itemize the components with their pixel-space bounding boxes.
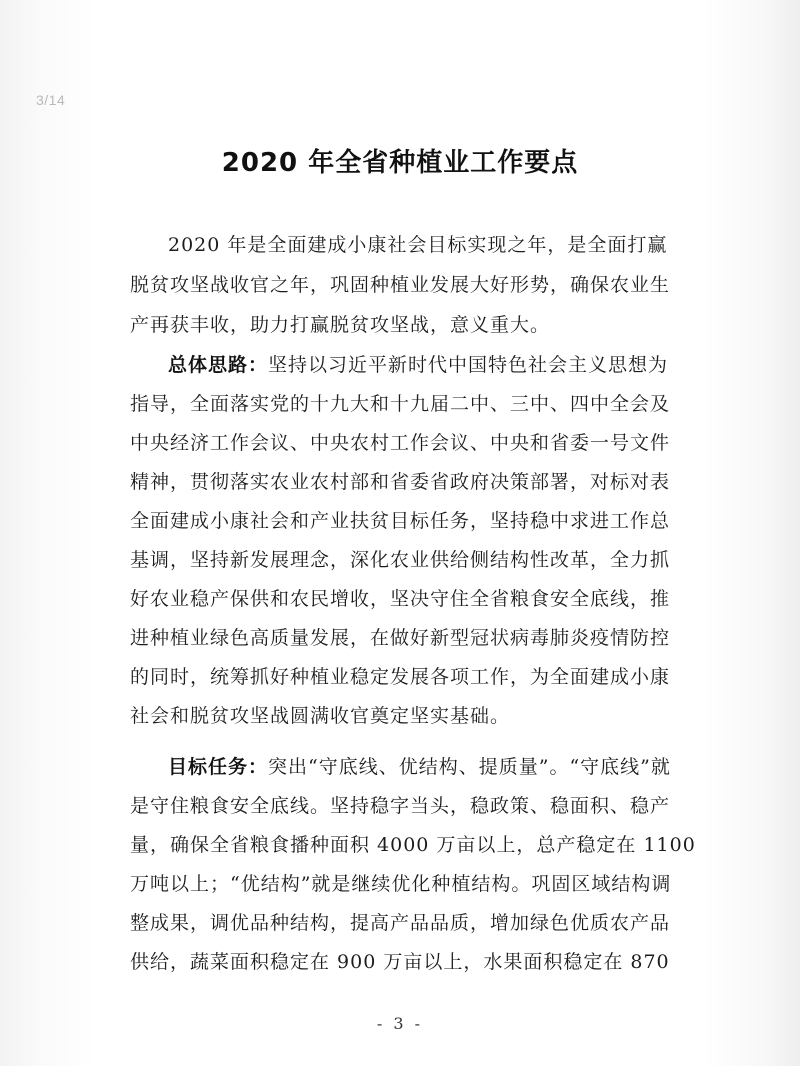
paragraph-line-with-heading [168,350,669,380]
paragraph-line: 的同时，统筹抓好种植业稳定发展各项工作，为全面建成小康 [130,666,671,688]
paragraph-line: 精神，贯彻落实农业农村部和省委省政府决策部署，对标对表 [130,471,671,493]
paragraph-line: 供给，蔬菜面积稳定在 900 万亩以上，水果面积稳定在 870 [130,951,670,973]
paragraph-line: 是守住粮食安全底线。坚持稳字当头，稳政策、稳面积、稳产 [130,795,671,817]
paragraph-line: 整成果，调优品种结构，提高产品品质，增加绿色优质农产品 [130,912,671,934]
page-counter: 3/14 [36,92,66,108]
paragraph-text: 突出“守底线、优结构、提质量”。“守底线”就 [268,756,671,778]
paragraph-text: 坚持以习近平新时代中国特色社会主义思想为 [268,354,669,376]
paragraph-line: 进种植业绿色高质量发展，在做好新型冠状病毒肺炎疫情防控 [130,627,671,649]
paragraph-line: 中央经济工作会议、中央农村工作会议、中央和省委一号文件 [130,432,671,454]
paragraph-line: 量，确保全省粮食播种面积 4000 万亩以上，总产稳定在 1100 [130,834,696,856]
page-number: - 3 - [376,1014,424,1033]
paragraph-line: 脱贫攻坚战收官之年，巩固种植业发展大好形势，确保农业生 [130,274,671,296]
document-title: 2020 年全省种植业工作要点 [221,148,579,178]
paragraph-line: 基调，坚持新发展理念，深化农业供给侧结构性改革，全力抓 [130,549,671,571]
paragraph-line-with-heading [168,752,671,782]
paragraph-line: 全面建成小康社会和产业扶贫目标任务，坚持稳中求进工作总 [130,510,671,532]
section-heading-target-tasks: 目标任务： [168,756,269,778]
section-heading-overall-approach: 总体思路： [168,354,269,376]
paragraph-line: 产再获丰收，助力打赢脱贫攻坚战，意义重大。 [130,314,551,336]
paragraph-line: 指导，全面落实党的十九大和十九届二中、三中、四中全会及 [130,393,671,415]
paragraph-line: 好农业稳产保供和农民增收，坚决守住全省粮食安全底线，推 [130,588,671,610]
paragraph-line: 万吨以上；“优结构”就是继续优化种植结构。巩固区域结构调 [130,873,672,895]
paragraph-line: 2020 年是全面建成小康社会目标实现之年，是全面打赢 [168,234,668,256]
paragraph-line: 社会和脱贫攻坚战圆满收官奠定坚实基础。 [130,705,511,727]
